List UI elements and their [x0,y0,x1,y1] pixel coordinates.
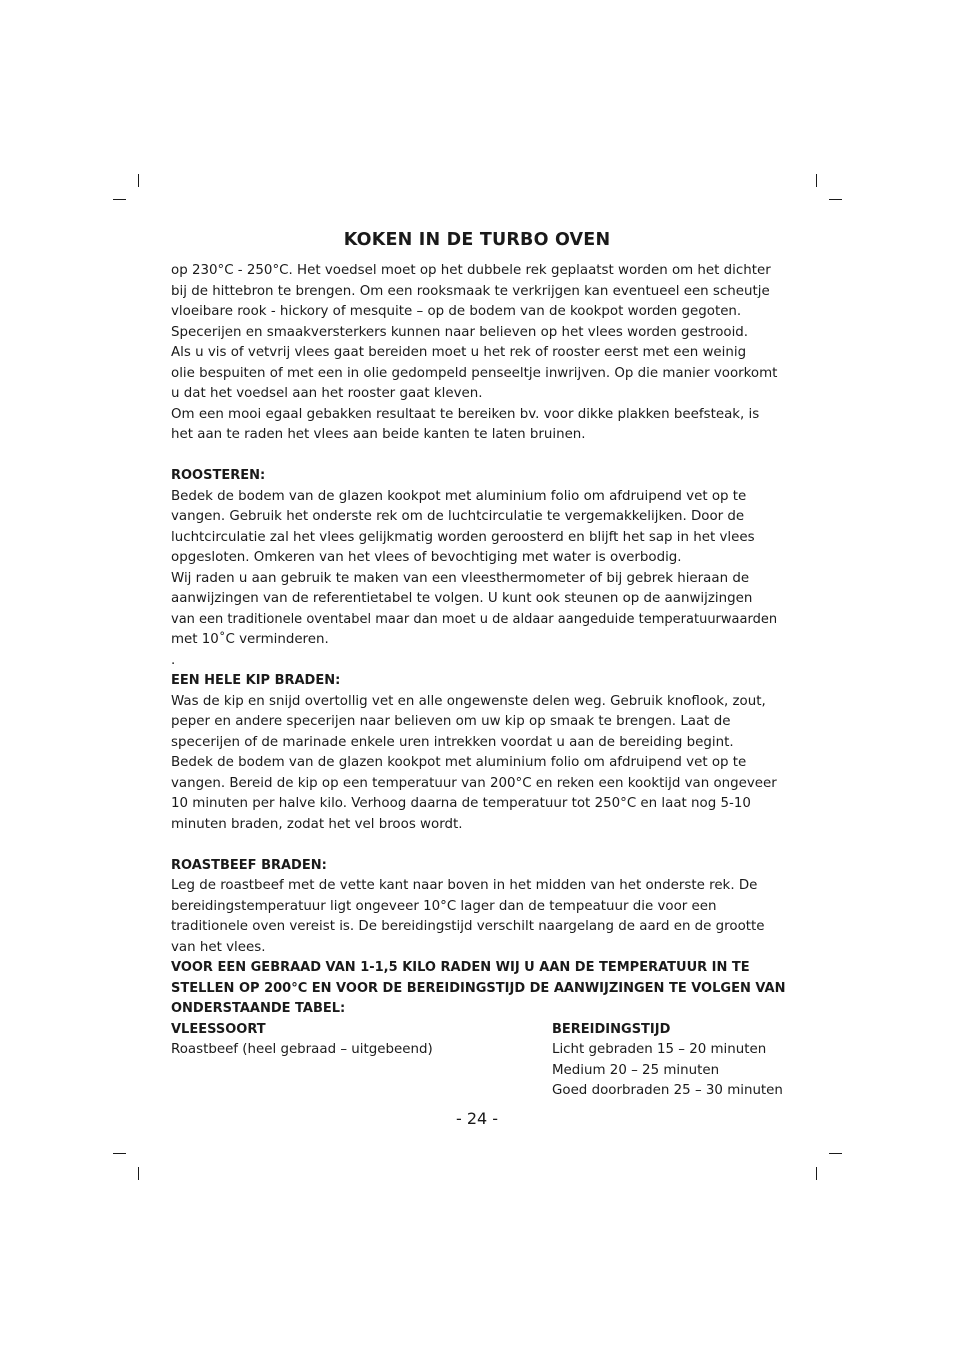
crop-mark-bottom-left-horizontal [113,1153,126,1154]
roosteren-line: Bedek de bodem van de glazen kookpot met aluminium folio om afdruipend vet op te [171,488,747,504]
roastbeef-line: van het vlees. [171,939,266,955]
intro-line: op 230°C - 250°C. Het voedsel moet op het dubbele rek geplaatst worden om het dichter [171,263,771,278]
roastbeef-bold-line: ONDERSTAANDE TABEL: [171,1001,346,1016]
roosteren-line: Wij raden u aan gebruik te maken van een vleesthermometer of bij gebrek hieraan de [171,570,750,586]
kip-section [171,671,791,835]
crop-mark-bottom-right-horizontal [829,1153,842,1154]
roosteren-line: aanwijzingen van de referentietabel te volgen. U kunt ook steunen op de aanwijzingen [171,591,753,606]
roosteren-line: opgesloten. Omkeren van het vlees of bevochtiging met water is overbodig. [171,550,682,565]
cooking-time-table [171,1020,791,1102]
time-column-header: BEREIDINGSTIJD [552,1021,671,1037]
stray-dot: . [171,652,176,668]
roosteren-section [171,466,791,671]
kip-line: minuten braden, zodat het vel broos wordt. [171,816,463,832]
roastbeef-heading: ROASTBEEF BRADEN: [171,857,327,873]
crop-mark-bottom-right-vertical [816,1167,817,1180]
time-cell: Goed doorbraden 25 – 30 minuten [552,1083,783,1098]
roosteren-line: met 10˚C verminderen. [171,632,329,647]
time-column [552,1020,791,1102]
roosteren-line: van een traditionele oventabel maar dan moet u de aldaar aangeduide temperatuurwaarden [171,611,778,627]
crop-mark-bottom-left-vertical [138,1167,139,1180]
meat-cell: Roastbeef (heel gebraad – uitgebeend) [171,1042,433,1057]
roastbeef-line: traditionele oven vereist is. De bereidingstijd verschilt naargelang de aard en de grootte [171,919,765,934]
intro-line: Om een mooi egaal gebakken resultaat te bereiken bv. voor dikke plakken beefsteak, is [171,406,760,422]
intro-line: bij de hittebron te brengen. Om een rooksmaak te verkrijgen kan eventueel een scheutje [171,283,770,299]
time-cell: Medium 20 – 25 minuten [552,1062,720,1078]
crop-mark-top-right-vertical [816,174,817,187]
kip-line: Bedek de bodem van de glazen kookpot met aluminium folio om afdruipend vet op te [171,755,747,770]
kip-line: Was de kip en snijd overtollig vet en alle ongewenste delen weg. Gebruik knoflook, zout, [171,693,766,709]
page-number: - 24 - [455,1109,499,1128]
roosteren-line: luchtcirculatie zal het vlees gelijkmatig worden geroosterd en blijft het sap in het vlees [171,529,755,545]
kip-line: peper en andere specerijen naar believen om uw kip op smaak te brengen. Laat de [171,714,731,729]
crop-mark-top-left-vertical [138,174,139,187]
roosteren-heading: ROOSTEREN: [171,468,266,483]
roastbeef-section [171,856,791,1020]
intro-line: Als u vis of vetvrij vlees gaat bereiden moet u het rek of rooster eerst met een weinig [171,345,747,360]
roastbeef-bold-line: STELLEN OP 200°C EN VOOR DE BEREIDINGSTIJD DE AANWIJZINGEN TE VOLGEN VAN [171,980,786,996]
roastbeef-bold-line: VOOR EEN GEBRAAD VAN 1-1,5 KILO RADEN WIJ U AAN DE TEMPERATUUR IN TE [171,960,750,975]
kip-line: 10 minuten per halve kilo. Verhoog daarna de temperatuur tot 250°C en laat nog 5-10 [171,796,751,811]
crop-mark-top-left-horizontal [113,199,126,200]
intro-line: Specerijen en smaakversterkers kunnen naar believen op het vlees worden gestrooid. [171,324,749,340]
intro-section [171,261,791,446]
time-cell: Licht gebraden 15 – 20 minuten [552,1042,767,1057]
intro-line: u dat het voedsel aan het rooster gaat kleven. [171,386,483,401]
spacer [171,835,791,856]
roastbeef-line: Leg de roastbeef met de vette kant naar boven in het midden van het onderste rek. De [171,878,758,893]
roosteren-line: vangen. Gebruik het onderste rek om de luchtcirculatie te vergemakkelijken. Door de [171,509,745,524]
intro-line: het aan te raden het vlees aan beide kanten te laten bruinen. [171,427,586,442]
meat-column-header: VLEESSOORT [171,1021,266,1037]
kip-line: vangen. Bereid de kip op een temperatuur van 200°C en reken een kooktijd van ongeveer [171,775,777,791]
meat-column [171,1020,552,1102]
roastbeef-line: bereidingstemperatuur ligt ongeveer 10°C lager dan de tempeatuur die voor een [171,898,717,914]
spacer [171,446,791,467]
kip-heading: EEN HELE KIP BRADEN: [171,673,341,688]
kip-line: specerijen of de marinade enkele uren intrekken voordat u aan de bereiding begint. [171,734,734,750]
page-title: KOKEN IN DE TURBO OVEN [343,230,611,250]
intro-line: vloeibare rook - hickory of mesquite – op de bodem van de kookpot worden gegoten. [171,304,742,319]
page-content [171,261,791,1102]
crop-mark-top-right-horizontal [829,199,842,200]
intro-line: olie bespuiten of met een in olie gedompeld penseeltje inwrijven. Op die manier voorkomt [171,365,778,381]
